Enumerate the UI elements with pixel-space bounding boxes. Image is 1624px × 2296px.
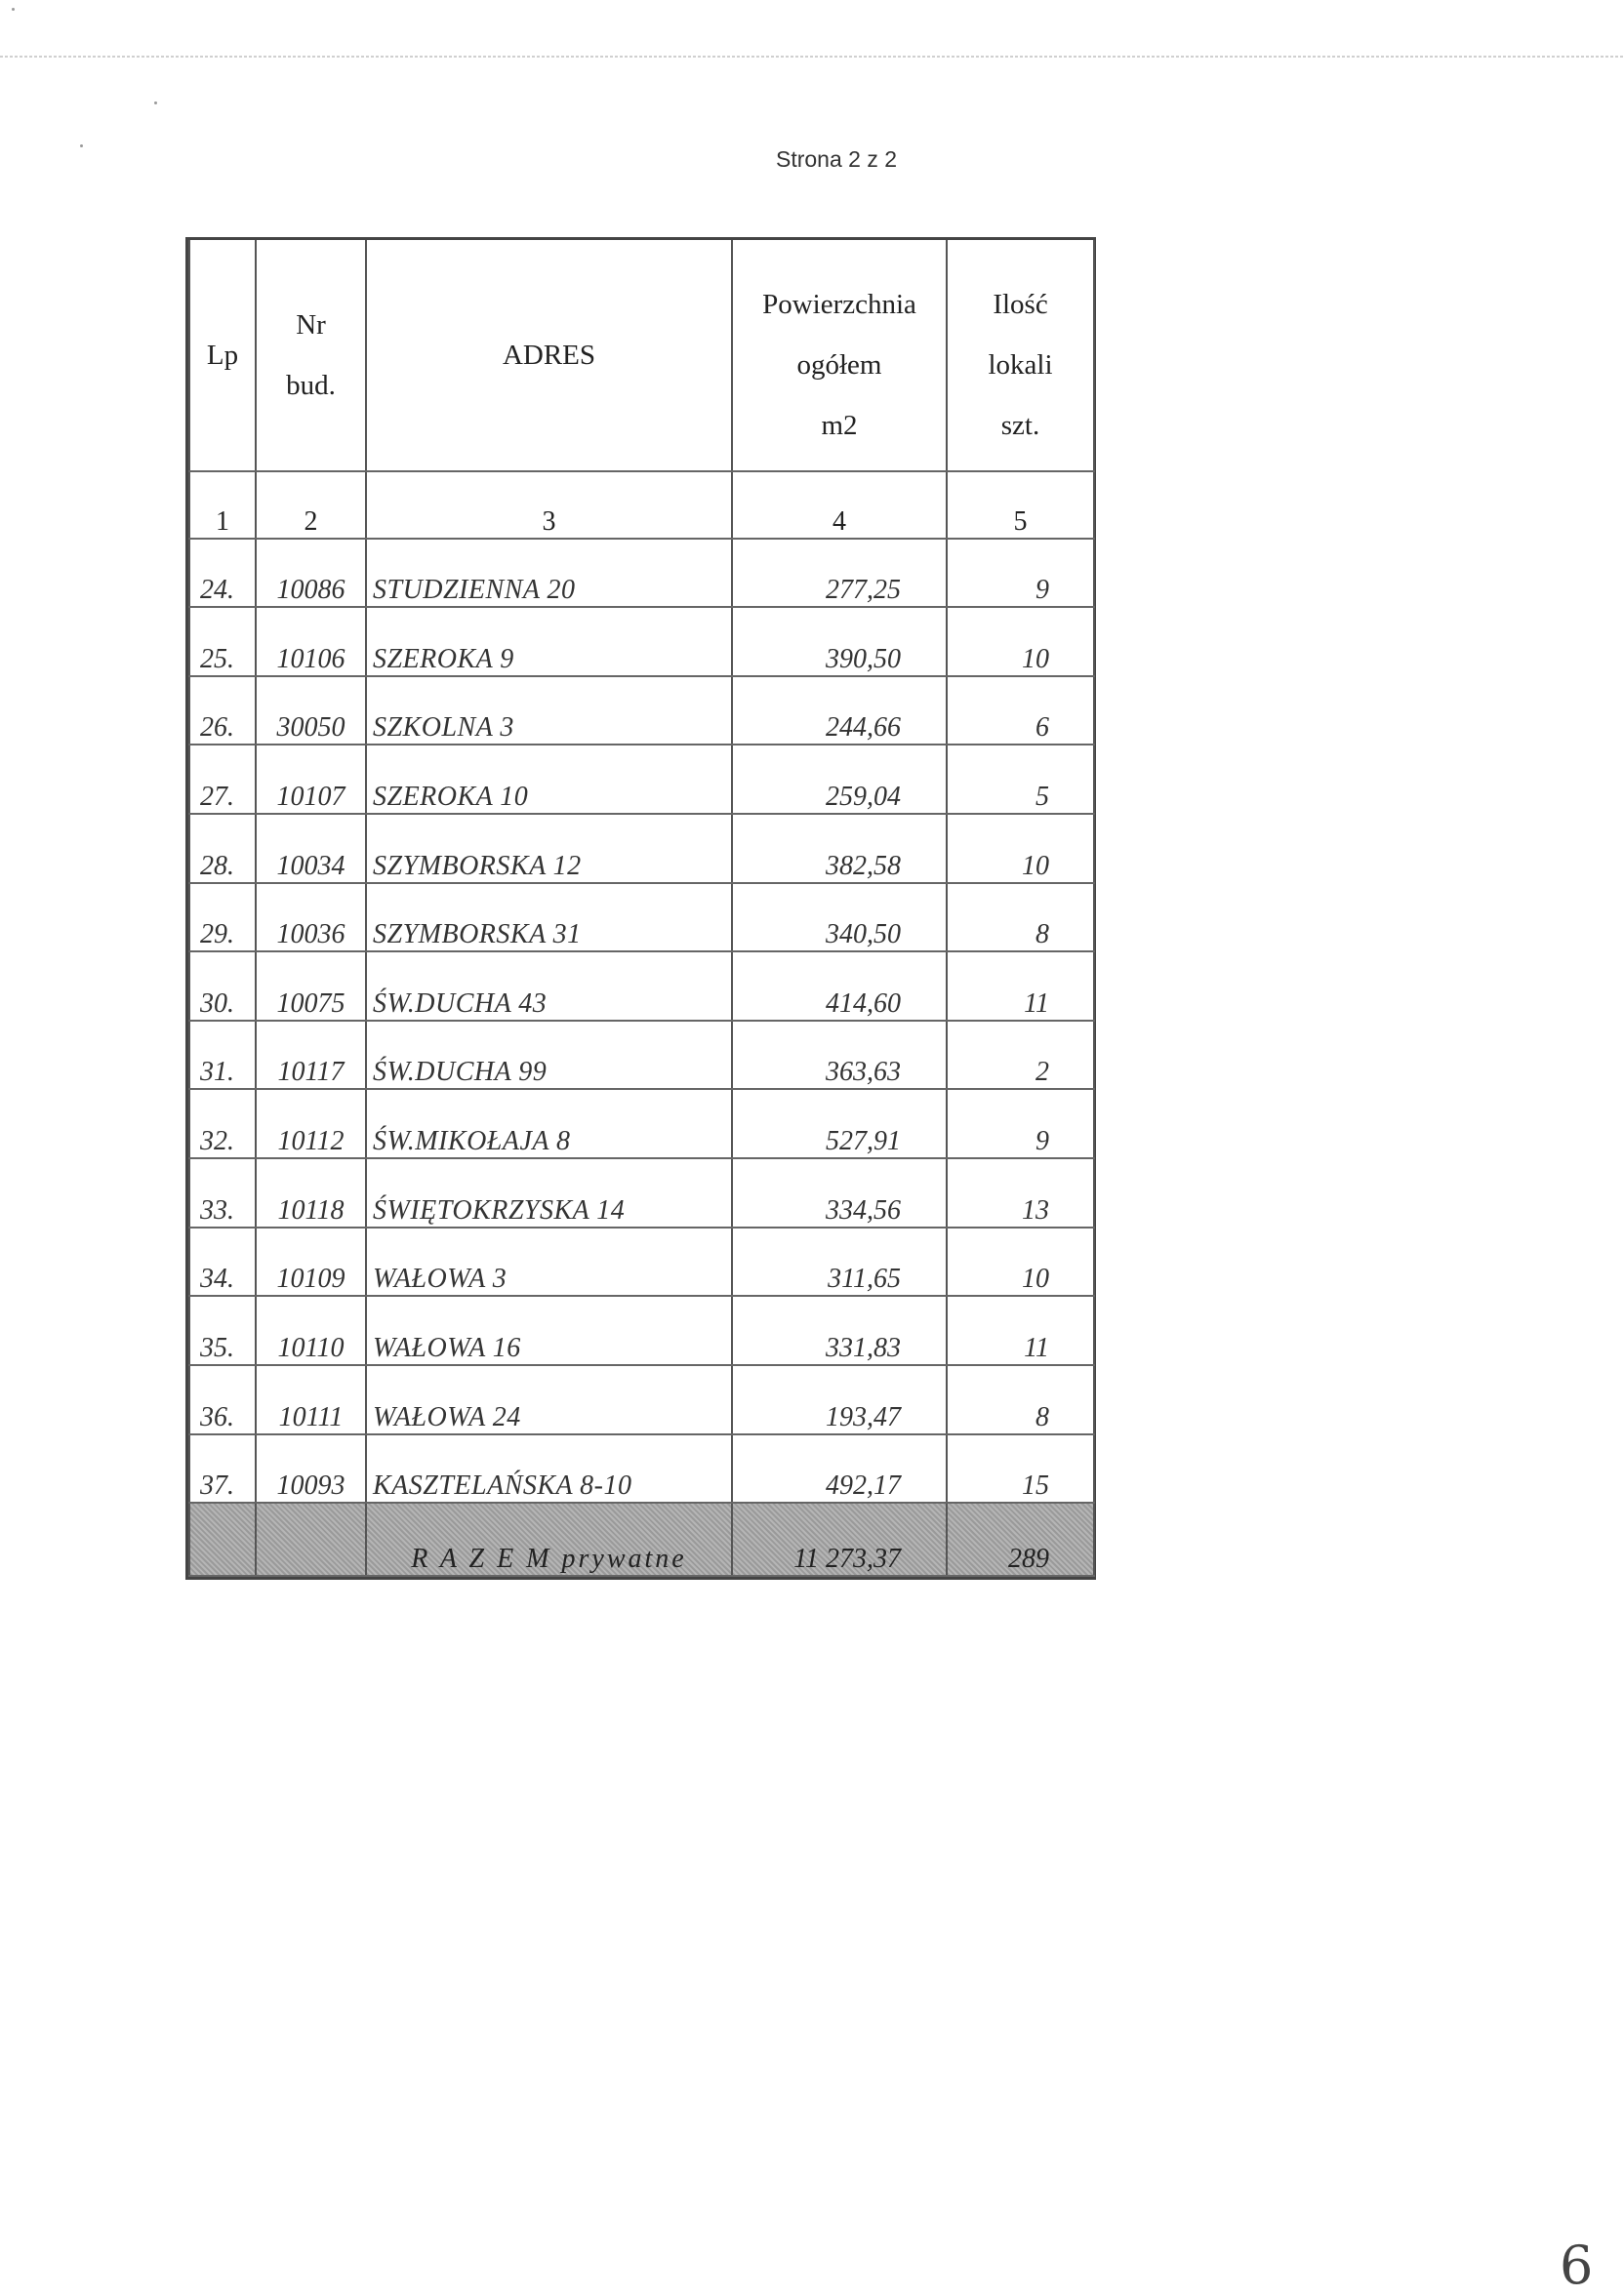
row-address: ŚW.DUCHA 43 [366, 951, 732, 1021]
row-area: 277,25 [732, 539, 947, 608]
row-area: 244,66 [732, 676, 947, 745]
header-row [189, 240, 1094, 471]
total-area: 11 273,37 [732, 1503, 947, 1576]
table-row [189, 951, 1094, 1021]
row-address: ŚWIĘTOKRZYSKA 14 [366, 1158, 732, 1228]
row-area: 527,91 [732, 1089, 947, 1158]
total-unit-count: 289 [947, 1503, 1094, 1576]
row-area: 331,83 [732, 1296, 947, 1365]
page-number: Strona 2 z 2 [776, 146, 898, 172]
row-address: SZEROKA 9 [366, 607, 732, 676]
table-row [189, 1021, 1094, 1090]
row-area: 311,65 [732, 1228, 947, 1297]
row-address: SZKOLNA 3 [366, 676, 732, 745]
row-unit-count: 2 [947, 1021, 1094, 1090]
row-lp: 35. [189, 1296, 256, 1365]
row-lp: 25. [189, 607, 256, 676]
row-lp: 24. [189, 539, 256, 608]
scan-speck [12, 8, 15, 11]
column-number: 2 [256, 471, 366, 539]
row-building-number: 10109 [256, 1228, 366, 1297]
row-building-number: 10034 [256, 814, 366, 883]
row-building-number: 10112 [256, 1089, 366, 1158]
table-row [189, 814, 1094, 883]
row-unit-count: 10 [947, 607, 1094, 676]
column-number: 5 [947, 471, 1094, 539]
row-unit-count: 8 [947, 1365, 1094, 1434]
total-row [189, 1503, 1094, 1576]
total-empty-cell [256, 1503, 366, 1576]
scan-edge-line [0, 56, 1624, 58]
row-building-number: 10086 [256, 539, 366, 608]
row-unit-count: 11 [947, 951, 1094, 1021]
row-building-number: 10093 [256, 1434, 366, 1504]
row-lp: 27. [189, 745, 256, 814]
row-area: 340,50 [732, 883, 947, 952]
row-area: 390,50 [732, 607, 947, 676]
row-lp: 30. [189, 951, 256, 1021]
header-unit-count: Ilość lokali szt. [947, 240, 1094, 471]
table-row [189, 1434, 1094, 1504]
total-empty-cell [189, 1503, 256, 1576]
row-building-number: 10036 [256, 883, 366, 952]
row-address: SZEROKA 10 [366, 745, 732, 814]
row-lp: 28. [189, 814, 256, 883]
row-unit-count: 8 [947, 883, 1094, 952]
row-unit-count: 11 [947, 1296, 1094, 1365]
row-lp: 36. [189, 1365, 256, 1434]
row-lp: 32. [189, 1089, 256, 1158]
row-unit-count: 5 [947, 745, 1094, 814]
table-row [189, 745, 1094, 814]
table-row [189, 1296, 1094, 1365]
row-unit-count: 10 [947, 814, 1094, 883]
column-number-row [189, 471, 1094, 539]
row-address: KASZTELAŃSKA 8-10 [366, 1434, 732, 1504]
row-building-number: 10111 [256, 1365, 366, 1434]
row-area: 259,04 [732, 745, 947, 814]
row-unit-count: 9 [947, 1089, 1094, 1158]
row-area: 414,60 [732, 951, 947, 1021]
row-area: 193,47 [732, 1365, 947, 1434]
row-address: WAŁOWA 16 [366, 1296, 732, 1365]
row-lp: 29. [189, 883, 256, 952]
row-building-number: 10118 [256, 1158, 366, 1228]
buildings-table-grid [188, 240, 1095, 1577]
header-area: Powierzchnia ogółem m2 [732, 240, 947, 471]
buildings-table [185, 237, 1096, 1580]
row-address: ŚW.DUCHA 99 [366, 1021, 732, 1090]
column-number: 3 [366, 471, 732, 539]
row-unit-count: 6 [947, 676, 1094, 745]
row-area: 492,17 [732, 1434, 947, 1504]
column-number: 1 [189, 471, 256, 539]
table-row [189, 676, 1094, 745]
table-row [189, 1089, 1094, 1158]
scan-speck [80, 144, 83, 147]
table-row [189, 1228, 1094, 1297]
handwritten-page-mark: 6 [1560, 2235, 1594, 2296]
row-building-number: 10117 [256, 1021, 366, 1090]
row-building-number: 10107 [256, 745, 366, 814]
header-address: ADRES [366, 240, 732, 471]
row-address: STUDZIENNA 20 [366, 539, 732, 608]
table-row [189, 607, 1094, 676]
row-address: WAŁOWA 3 [366, 1228, 732, 1297]
row-unit-count: 15 [947, 1434, 1094, 1504]
table-row [189, 883, 1094, 952]
row-building-number: 10106 [256, 607, 366, 676]
row-building-number: 30050 [256, 676, 366, 745]
row-address: SZYMBORSKA 12 [366, 814, 732, 883]
row-building-number: 10110 [256, 1296, 366, 1365]
row-lp: 34. [189, 1228, 256, 1297]
row-lp: 37. [189, 1434, 256, 1504]
header-lp: Lp [189, 240, 256, 471]
row-unit-count: 13 [947, 1158, 1094, 1228]
column-number: 4 [732, 471, 947, 539]
row-unit-count: 9 [947, 539, 1094, 608]
row-lp: 33. [189, 1158, 256, 1228]
row-unit-count: 10 [947, 1228, 1094, 1297]
scan-speck [154, 101, 157, 104]
row-lp: 26. [189, 676, 256, 745]
row-area: 334,56 [732, 1158, 947, 1228]
row-address: WAŁOWA 24 [366, 1365, 732, 1434]
row-address: SZYMBORSKA 31 [366, 883, 732, 952]
row-lp: 31. [189, 1021, 256, 1090]
table-row [189, 539, 1094, 608]
header-building-number: Nr bud. [256, 240, 366, 471]
table-row [189, 1158, 1094, 1228]
total-label: R A Z E M prywatne [366, 1503, 732, 1576]
table-row [189, 1365, 1094, 1434]
row-building-number: 10075 [256, 951, 366, 1021]
row-area: 382,58 [732, 814, 947, 883]
row-area: 363,63 [732, 1021, 947, 1090]
row-address: ŚW.MIKOŁAJA 8 [366, 1089, 732, 1158]
